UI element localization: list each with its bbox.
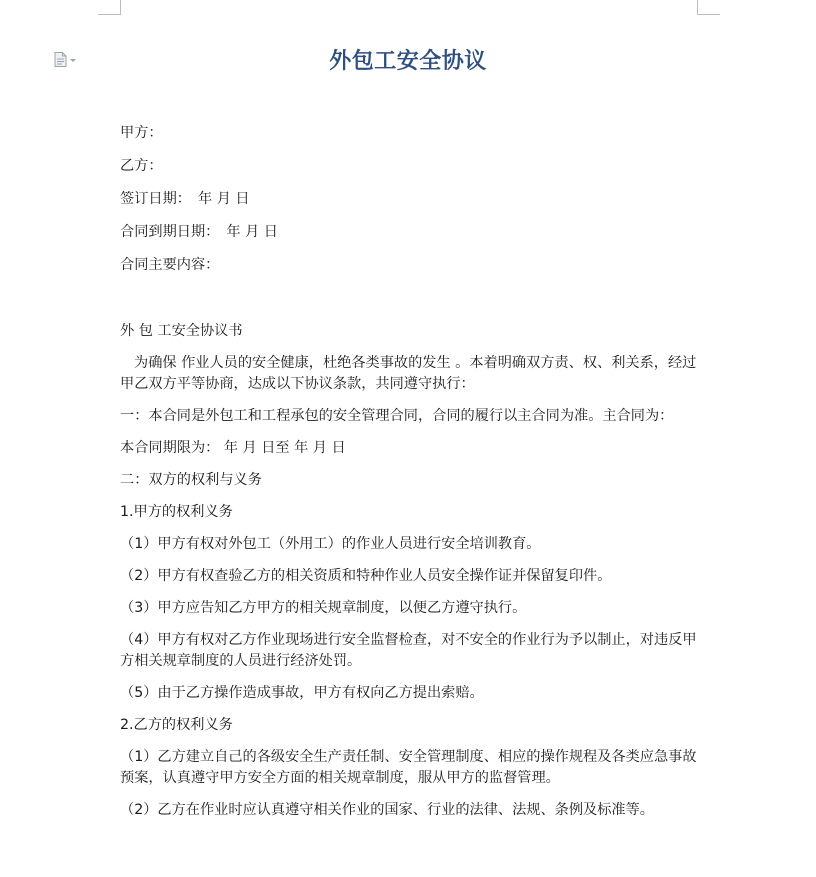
- field-party-a: 甲方：: [120, 125, 163, 141]
- paragraph-clause-1: 一：本合同是外包工和工程承包的安全管理合同，合同的履行以主合同为准。主合同为：: [120, 408, 674, 424]
- list-item: （1）乙方建立自己的各级安全生产责任制、安全管理制度、相应的操作规程及各类应急事故预案，认真遵守甲方安全方面的相关规章制度，服从甲方的监督管理。: [120, 749, 697, 786]
- subheading-party-a: 1.甲方的权利义务: [120, 504, 233, 520]
- document-title: 外包工安全协议: [329, 48, 487, 74]
- paragraph-intro: 为确保 作业人员的安全健康，杜绝各类事故的发生 。本着明确双方责、权、利关系，经过甲乙双方平等协商，达成以下协议条款，共同遵守执行：: [120, 355, 697, 392]
- list-item: （2）乙方在作业时应认真遵守相关作业的国家、行业的法律、法规、条例及标准等。: [120, 802, 654, 818]
- list-item: （2）甲方有权查验乙方的相关资质和特种作业人员安全操作证并保留复印件。: [120, 568, 612, 584]
- paragraph-term: 本合同期限为： 年 月 日至 年 月 日: [120, 440, 346, 456]
- agreement-heading: 外 包 工安全协议书: [120, 323, 243, 339]
- page-corner-mark-left: [98, 0, 121, 15]
- field-sign-date: 签订日期： 年 月 日: [120, 191, 250, 207]
- list-item: （4）甲方有权对乙方作业现场进行安全监督检查，对不安全的作业行为予以制止，对违反甲方相关规章制度的人员进行经济处罚。: [120, 632, 697, 669]
- section-heading-rights: 二：双方的权利与义务: [120, 472, 262, 488]
- document-body: [120, 123, 700, 832]
- list-item: （3）甲方应告知乙方甲方的相关规章制度，以便乙方遵守执行。: [120, 600, 527, 616]
- field-party-b: 乙方：: [120, 158, 163, 174]
- subheading-party-b: 2.乙方的权利义务: [120, 717, 233, 733]
- list-item: （5）由于乙方操作造成事故，甲方有权向乙方提出索赔。: [120, 685, 484, 701]
- page-corner-mark-right: [697, 0, 720, 15]
- field-main-content: 合同主要内容：: [120, 257, 220, 273]
- list-item: （1）甲方有权对外包工（外用工）的作业人员进行安全培训教育。: [120, 536, 541, 552]
- field-expiry-date: 合同到期日期： 年 月 日: [120, 224, 278, 240]
